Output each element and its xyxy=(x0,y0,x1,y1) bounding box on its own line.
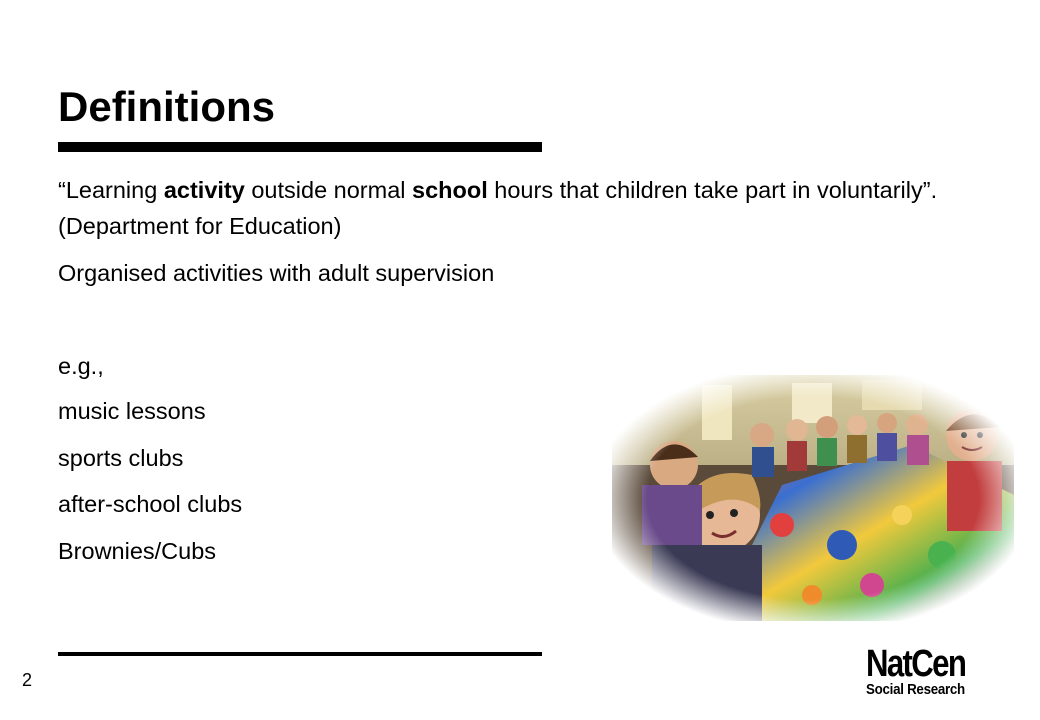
title-underline xyxy=(58,142,542,152)
example-item-sports: sports clubs xyxy=(58,445,184,471)
quote-rest: hours that children take part in voluntarily”. (Department for Education) xyxy=(58,177,938,239)
slide-title: Definitions xyxy=(58,83,275,130)
quote-bold-school: school xyxy=(412,177,488,203)
children-art-photo xyxy=(612,375,1014,621)
quote-mid: outside normal xyxy=(244,177,413,203)
logo-sub-text: Social Research xyxy=(866,682,965,698)
example-item-after-school: after-school clubs xyxy=(58,491,243,517)
quote-open: “Learning xyxy=(58,177,164,203)
example-item-brownies: Brownies/Cubs xyxy=(58,538,217,564)
photo-illustration xyxy=(612,375,1014,621)
quote-bold-activity: activity xyxy=(163,177,245,203)
definition-quote xyxy=(58,172,938,244)
bottom-rule xyxy=(58,652,542,656)
eg-label: e.g., xyxy=(58,353,104,379)
natcen-logo xyxy=(866,643,984,698)
logo-main-text: NatCen xyxy=(866,643,966,685)
organised-activities-line: Organised activities with adult supervision xyxy=(58,260,495,286)
page-number: 2 xyxy=(22,670,33,690)
example-item-music: music lessons xyxy=(58,398,206,424)
